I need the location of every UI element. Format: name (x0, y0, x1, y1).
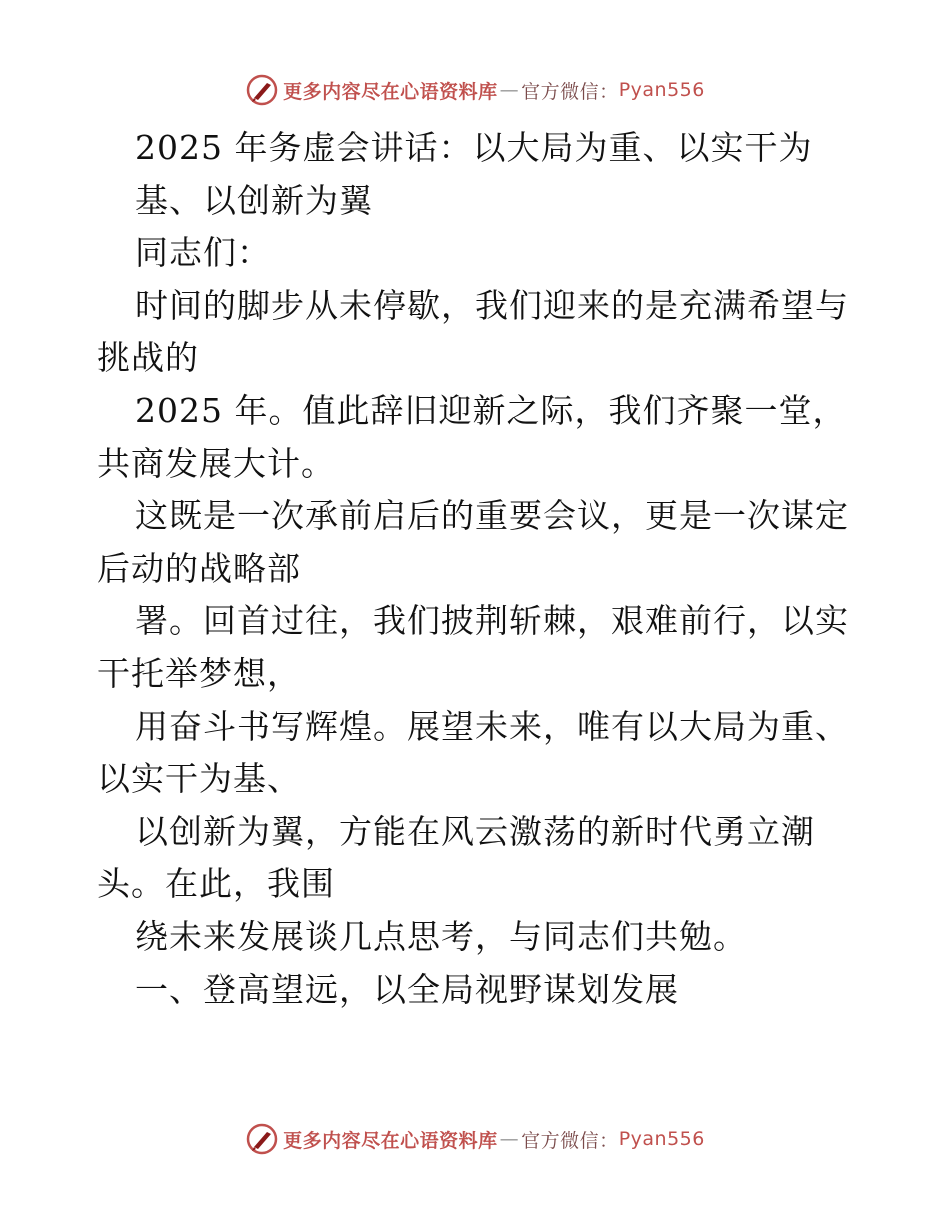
text-line: 基、以创新为翼 (135, 180, 373, 220)
document-body (97, 122, 857, 1016)
official-wechat-label: 官方微信： (521, 80, 619, 103)
wechat-handle: Pyan556 (618, 1128, 705, 1150)
text-line: 头。在此，我围 (97, 864, 335, 904)
text-line: 2025 年。值此辞旧迎新之际，我们齐聚一堂， (135, 390, 847, 430)
text-line: 共商发展大计。 (97, 443, 335, 483)
quill-pen-icon (245, 73, 279, 107)
text-line: 这既是一次承前启后的重要会议，更是一次谋定 (135, 496, 849, 536)
promo-text: 更多内容尽在心语资料库 (283, 1129, 498, 1152)
footer-banner (0, 1119, 950, 1159)
official-wechat-label: 官方微信： (521, 1129, 619, 1152)
text-line: 干托举梦想， (97, 653, 301, 693)
separator-dash: — (499, 79, 520, 101)
header-banner (0, 70, 950, 110)
text-line: 后动的战略部 (97, 548, 301, 588)
text-line: 同志们： (135, 233, 271, 273)
wechat-handle: Pyan556 (618, 79, 705, 101)
text-line: 2025 年务虚会讲话：以大局为重、以实干为 (135, 128, 813, 167)
quill-pen-icon (245, 1122, 279, 1156)
text-line: 一、登高望远，以全局视野谋划发展 (135, 969, 679, 1009)
text-line: 绕未来发展谈几点思考，与同志们共勉。 (135, 916, 747, 956)
text-line: 以实干为基、 (97, 759, 301, 799)
text-line: 挑战的 (97, 338, 199, 378)
promo-text: 更多内容尽在心语资料库 (283, 80, 498, 103)
separator-dash: — (499, 1128, 520, 1150)
text-line: 时间的脚步从未停歇，我们迎来的是充满希望与 (135, 285, 849, 325)
text-line: 署。回首过往，我们披荆斩棘，艰难前行，以实 (135, 601, 849, 641)
text-line: 以创新为翼，方能在风云激荡的新时代勇立潮 (135, 811, 815, 851)
text-line: 用奋斗书写辉煌。展望未来，唯有以大局为重、 (135, 706, 849, 746)
